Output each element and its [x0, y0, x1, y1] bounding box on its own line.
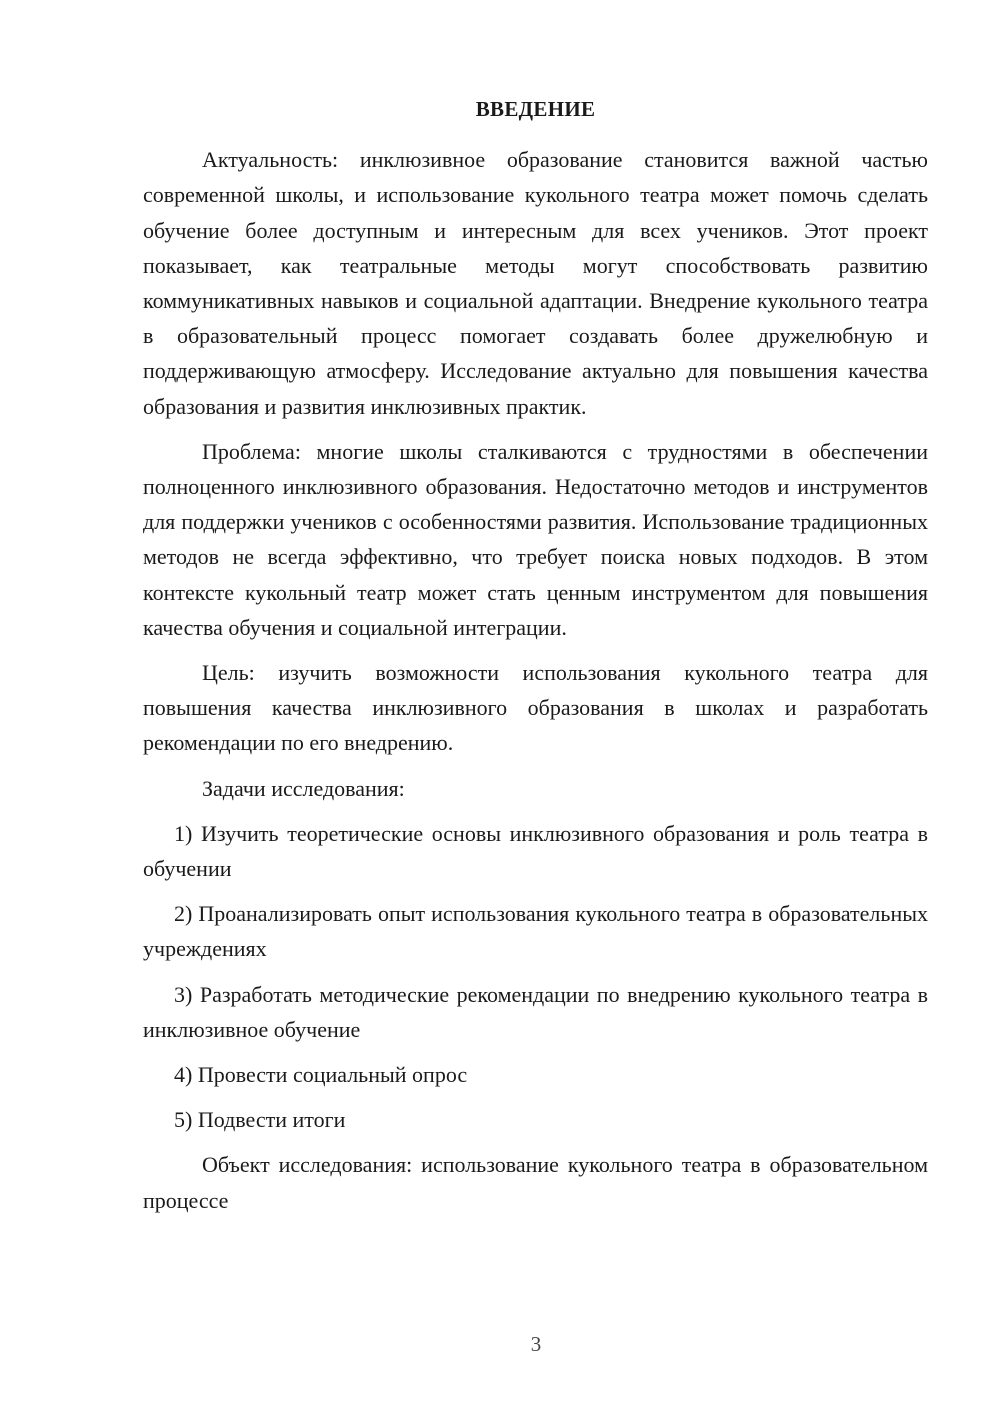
goal-paragraph: Цель: изучить возможности использования кукольного театра для повышения качества инклюзивного образования в школах и разработать рекомендации по его внедрению. [143, 660, 928, 756]
relevance-paragraph: Актуальность: инклюзивное образование становится важной частью современной школы, и использование кукольного театра может помочь сделать обучение более доступным и интересным для всех учеников. Этот проект показывает, как театральные методы могут способствовать развитию коммуникативных навыков и социальной адаптации. Внедрение кукольного театра в образовательный процесс помогает создавать более дружелюбную и поддерживающую атмосферу. Исследование актуально для повышения качества образования и развития инклюзивных практик. [143, 147, 928, 419]
task-item: 3) Разработать методические рекомендации по внедрению кукольного театра в инклюзивное обучение [143, 981, 928, 1042]
task-item: 1) Изучить теоретические основы инклюзивного образования и роль театра в обучении [143, 820, 928, 882]
object-paragraph: Объект исследования: использование кукольного театра в образовательном процессе [143, 1152, 928, 1213]
section-title: ВВЕДЕНИЕ [475, 97, 596, 121]
tasks-heading: Задачи исследования: [202, 775, 405, 801]
task-item: 2) Проанализировать опыт использования кукольного театра в образовательных учреждениях [143, 901, 928, 962]
page-body [143, 92, 928, 1228]
problem-paragraph: Проблема: многие школы сталкиваются с трудностями в обеспечении полноценного инклюзивного образования. Недостаточно методов и инструментов для поддержки учеников с особенностями развития. Использование традиционных методов не всегда эффективно, что требует поиска новых подходов. В этом контексте кукольный театр может стать ценным инструментом для повышения качества обучения и социальной интеграции. [143, 438, 928, 640]
page-number: 3 [530, 1332, 542, 1356]
task-item: 4) Провести социальный опрос [174, 1062, 468, 1088]
task-item: 5) Подвести итоги [174, 1107, 346, 1133]
tasks-list [143, 816, 928, 1138]
